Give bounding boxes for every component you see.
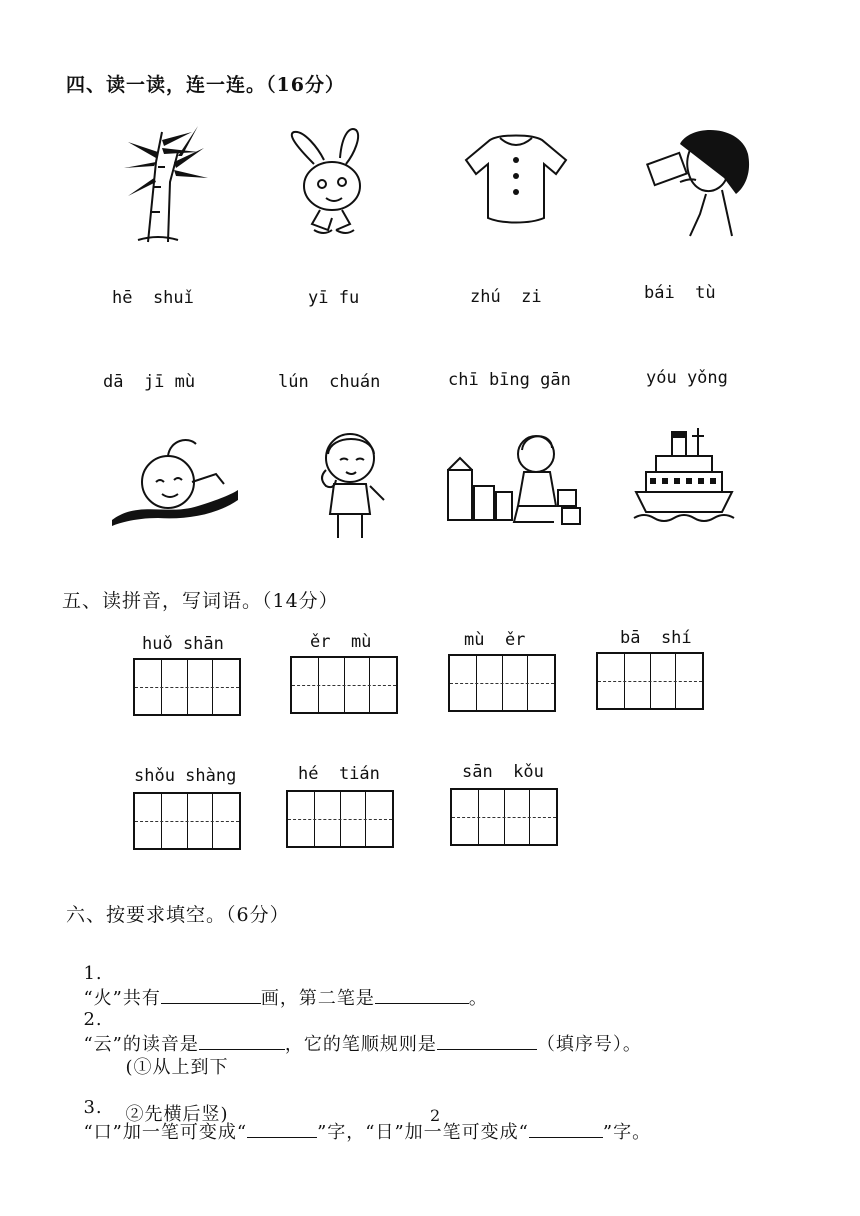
blocks-icon (444, 430, 584, 528)
child-eating-icon (310, 428, 392, 540)
clothes-picture (460, 130, 572, 226)
question-1-text-a: “火”共有 (83, 988, 161, 1009)
pinyin-top-2: yī fu (308, 288, 360, 308)
question-3-text-c: ”字。 (602, 1122, 652, 1143)
writing-grid-1[interactable] (133, 658, 241, 716)
rabbit-icon (284, 124, 382, 240)
pinyin-top-3: zhú zi (470, 287, 542, 307)
writing-grid-5[interactable] (133, 792, 241, 850)
section4-title: 四、读一读，连一连。（16分） (66, 74, 345, 96)
question-2-option-2: ②先横后竖) (125, 1104, 229, 1125)
writing-grid-3[interactable] (448, 654, 556, 712)
question-1-text-c: 。 (468, 988, 488, 1009)
question-3-text-a: “口”加一笔可变成“ (83, 1122, 248, 1143)
question-3-blank-2[interactable] (529, 1119, 603, 1138)
writing-grid-4[interactable] (596, 652, 704, 710)
question-3 (70, 1076, 651, 1144)
question-2-option-1: (①从上到下 (125, 1057, 229, 1078)
pinyin-grid-5: shǒu shàng (134, 766, 237, 786)
question-1-text-b: 画，第二笔是 (260, 988, 375, 1009)
question-2-text-a: “云”的读音是 (83, 1034, 199, 1055)
question-2-number: 2. (83, 1009, 103, 1030)
writing-grid-2[interactable] (290, 656, 398, 714)
pinyin-grid-4: bā shí (620, 628, 692, 648)
pinyin-grid-3: mù ěr (464, 630, 526, 650)
swimmer-icon (108, 430, 242, 526)
question-3-text-b: ”字，“日”加一笔可变成“ (317, 1122, 529, 1143)
writing-grid-7[interactable] (450, 788, 558, 846)
pinyin-bottom-2: lún chuán (278, 372, 381, 392)
rabbit-picture (284, 124, 382, 240)
question-2-text-b: ，它的笔顺规则是 (284, 1034, 437, 1055)
eating-popsicle-picture (310, 428, 392, 540)
pinyin-grid-6: hé tián (298, 764, 380, 784)
question-3-blank-1[interactable] (247, 1119, 317, 1138)
question-1-number: 1. (83, 963, 103, 984)
question-2-blank-2[interactable] (437, 1031, 537, 1050)
section6-title: 六、按要求填空。（6分） (66, 904, 290, 926)
question-2-text-c: （填序号）。 (536, 1034, 642, 1055)
pinyin-grid-1: huǒ shān (142, 634, 224, 654)
pinyin-bottom-1: dā jī mù (103, 372, 196, 392)
pinyin-top-4: bái tù (644, 283, 716, 303)
ship-icon (632, 422, 736, 526)
drinking-water-picture (640, 124, 756, 240)
section5-title: 五、读拼音，写词语。（14分） (62, 590, 339, 612)
bamboo-icon (118, 122, 213, 244)
question-3-number: 3. (83, 1097, 103, 1118)
pinyin-bottom-4: yóu yǒng (646, 368, 728, 388)
shirt-icon (460, 130, 572, 226)
pinyin-grid-2: ěr mù (310, 632, 372, 652)
ship-picture (632, 422, 736, 526)
drinking-girl-icon (640, 124, 756, 240)
writing-grid-6[interactable] (286, 790, 394, 848)
pinyin-top-1: hē shuǐ (112, 288, 194, 308)
swimming-picture (108, 430, 242, 526)
bamboo-picture (118, 122, 213, 244)
page-number: 2 (430, 1106, 441, 1125)
building-blocks-picture (444, 430, 584, 528)
pinyin-bottom-3: chī bīng gān (448, 370, 571, 390)
pinyin-grid-7: sān kǒu (462, 762, 544, 782)
